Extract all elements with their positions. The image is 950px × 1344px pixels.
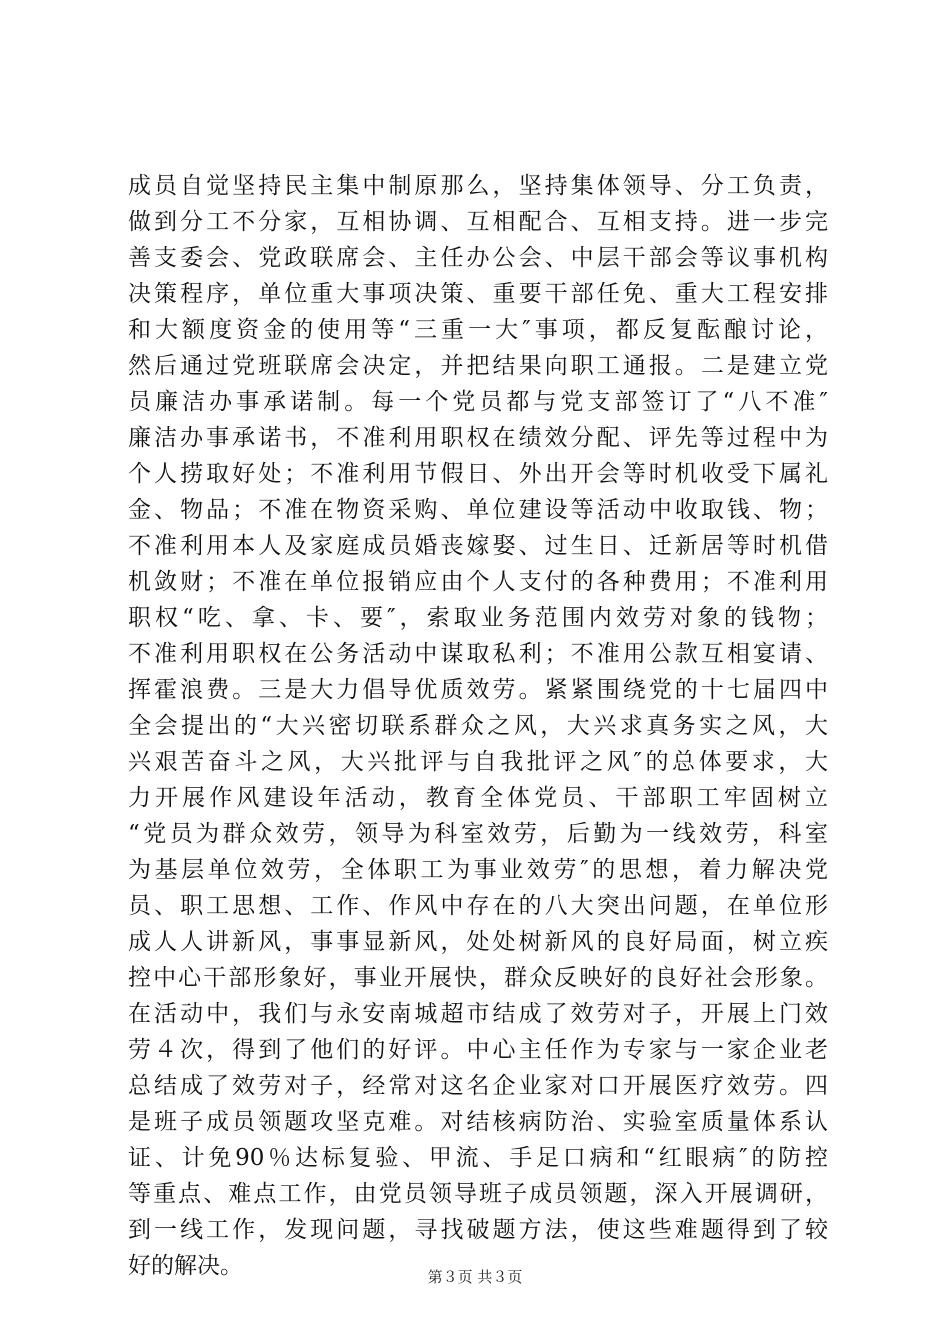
text-line: 员、职工思想、工作、作风中存在的八大突出问题，在单位形 bbox=[128, 893, 828, 919]
text-line: 控中心干部形象好，事业开展快，群众反映好的良好社会形象。 bbox=[128, 965, 828, 991]
text-line: “党员为群众效劳，领导为科室效劳，后勤为一线效劳，科室 bbox=[128, 821, 828, 847]
text-line: 总结成了效劳对子，经常对这名企业家对口开展医疗效劳。四 bbox=[128, 1073, 828, 1099]
text-line: 好的解决。 bbox=[128, 1253, 243, 1279]
body-paragraph bbox=[128, 168, 828, 1284]
text-line: 职权“吃、拿、卡、要″，索取业务范围内效劳对象的钱物； bbox=[128, 605, 828, 631]
text-line: 个人捞取好处；不准利用节假日、外出开会等时机收受下属礼 bbox=[128, 461, 828, 487]
text-line: 在活动中，我们与永安南城超市结成了效劳对子，开展上门效 bbox=[128, 1001, 828, 1027]
text-line: 金、物品；不准在物资采购、单位建设等活动中收取钱、物； bbox=[128, 497, 828, 523]
text-line: 全会提出的“大兴密切联系群众之风，大兴求真务实之风，大 bbox=[128, 713, 828, 739]
text-line: 到一线工作，发现问题，寻找破题方法，使这些难题得到了较 bbox=[128, 1217, 828, 1243]
text-line: 劳４次，得到了他们的好评。中心主任作为专家与一家企业老 bbox=[128, 1037, 828, 1063]
text-line: 做到分工不分家，互相协调、互相配合、互相支持。进一步完 bbox=[128, 209, 828, 235]
text-line: 廉洁办事承诺书，不准利用职权在绩效分配、评先等过程中为 bbox=[128, 425, 828, 451]
text-line: 成员自觉坚持民主集中制原那么，坚持集体领导、分工负责， bbox=[128, 173, 828, 199]
text-line: 挥霍浪费。三是大力倡导优质效劳。紧紧围绕党的十七届四中 bbox=[128, 677, 828, 703]
text-line: 不准利用职权在公务活动中谋取私利；不准用公款互相宴请、 bbox=[128, 641, 828, 667]
text-line: 是班子成员领题攻坚克难。对结核病防治、实验室质量体系认 bbox=[128, 1109, 828, 1135]
text-line: 决策程序，单位重大事项决策、重要干部任免、重大工程安排 bbox=[128, 281, 828, 307]
text-line: 机敛财；不准在单位报销应由个人支付的各种费用；不准利用 bbox=[128, 569, 828, 595]
text-line: 成人人讲新风，事事显新风，处处树新风的良好局面，树立疾 bbox=[128, 929, 828, 955]
text-line: 不准利用本人及家庭成员婚丧嫁娶、过生日、迁新居等时机借 bbox=[128, 533, 828, 559]
text-line: 等重点、难点工作，由党员领导班子成员领题，深入开展调研， bbox=[128, 1181, 828, 1207]
text-line: 力开展作风建设年活动，教育全体党员、干部职工牢固树立 bbox=[128, 785, 828, 811]
text-line: 为基层单位效劳，全体职工为事业效劳″的思想，着力解决党 bbox=[128, 857, 828, 883]
text-line: 和大额度资金的使用等“三重一大″事项，都反复酝酿讨论， bbox=[128, 317, 828, 343]
text-line: 善支委会、党政联席会、主任办公会、中层干部会等议事机构 bbox=[128, 245, 828, 271]
text-line: 证、计免90％达标复验、甲流、手足口病和“红眼病″的防控 bbox=[128, 1145, 828, 1171]
page-footer: 第３页 共３页 bbox=[427, 1268, 523, 1286]
text-line: 然后通过党班联席会决定，并把结果向职工通报。二是建立党 bbox=[128, 353, 828, 379]
text-line: 兴艰苦奋斗之风，大兴批评与自我批评之风″的总体要求，大 bbox=[128, 749, 828, 775]
text-line: 员廉洁办事承诺制。每一个党员都与党支部签订了“八不准″ bbox=[128, 389, 828, 415]
